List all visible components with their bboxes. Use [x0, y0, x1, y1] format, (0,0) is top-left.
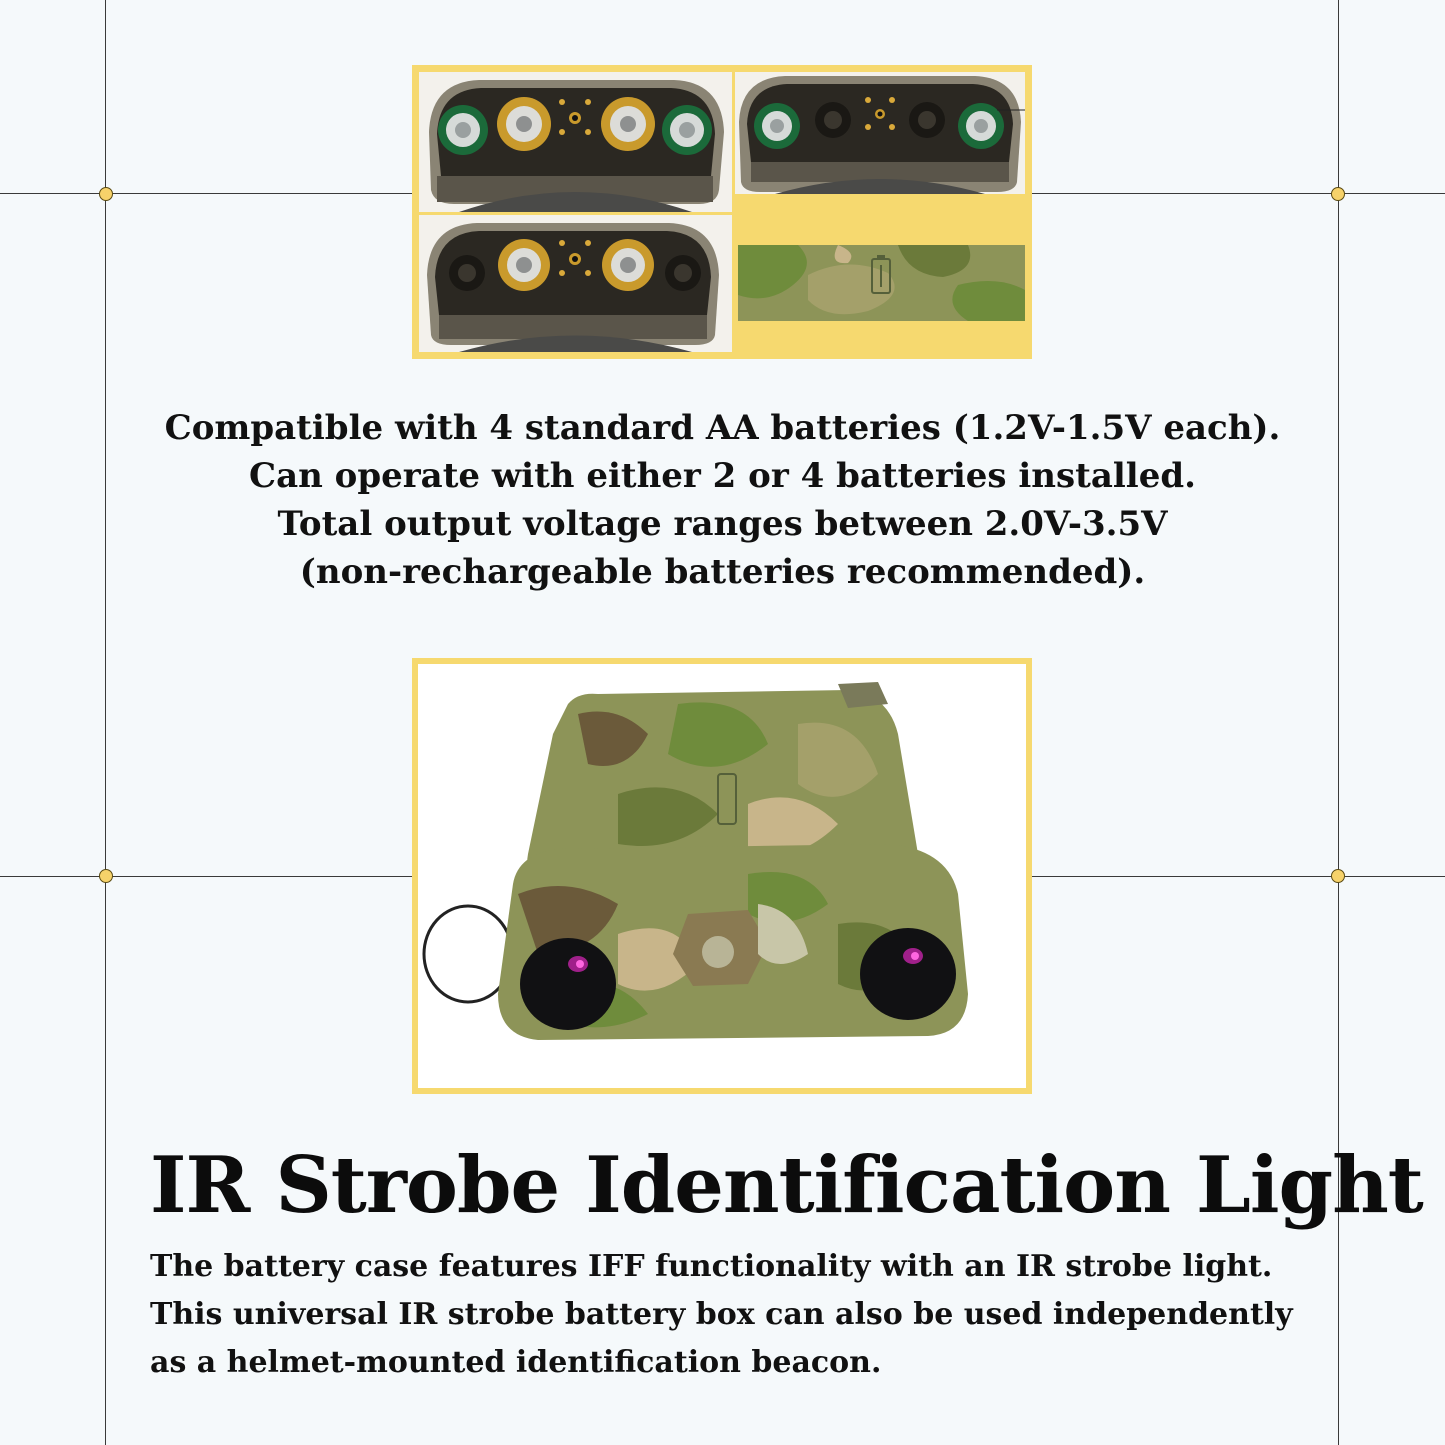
feature-description — [150, 1243, 1310, 1387]
battery-compartment-4-graphic — [419, 72, 732, 212]
battery-configurations-collage — [412, 65, 1032, 359]
spec-line-2: Can operate with either 2 or 4 batteries installed. — [249, 456, 1196, 496]
spec-line-3: Total output voltage ranges between 2.0V-3.5V — [277, 504, 1168, 544]
ir-strobe-battery-box-image — [418, 664, 1026, 1088]
battery-compartment-2-outer-image — [735, 72, 1025, 194]
guide-line-left — [105, 0, 106, 1445]
battery-compartment-4-image — [419, 72, 732, 212]
spec-line-4: (non-rechargeable batteries recommended). — [299, 552, 1146, 592]
battery-compartment-2-inner-image — [419, 215, 732, 352]
feature-title: IR Strobe Identification Light — [150, 1140, 1423, 1231]
spec-line-1: Compatible with 4 standard AA batteries (1.2V-1.5V each). — [164, 408, 1281, 448]
camo-closeup-image — [738, 245, 1025, 321]
guide-node — [1331, 187, 1345, 201]
battery-compartment-2-inner-graphic — [419, 215, 732, 352]
battery-spec-text — [0, 404, 1445, 596]
feature-line-2: This universal IR strobe battery box can also be used independently — [150, 1297, 1293, 1332]
camo-closeup-graphic — [738, 245, 1025, 321]
feature-line-3: as a helmet-mounted identification beacon. — [150, 1345, 882, 1380]
guide-node — [99, 869, 113, 883]
feature-line-1: The battery case features IFF functionality with an IR strobe light. — [150, 1249, 1273, 1284]
guide-node — [1331, 869, 1345, 883]
battery-compartment-2-outer-graphic — [735, 72, 1025, 194]
product-image-frame — [412, 658, 1032, 1094]
guide-node — [99, 187, 113, 201]
ir-strobe-battery-box-graphic — [418, 664, 1026, 1088]
